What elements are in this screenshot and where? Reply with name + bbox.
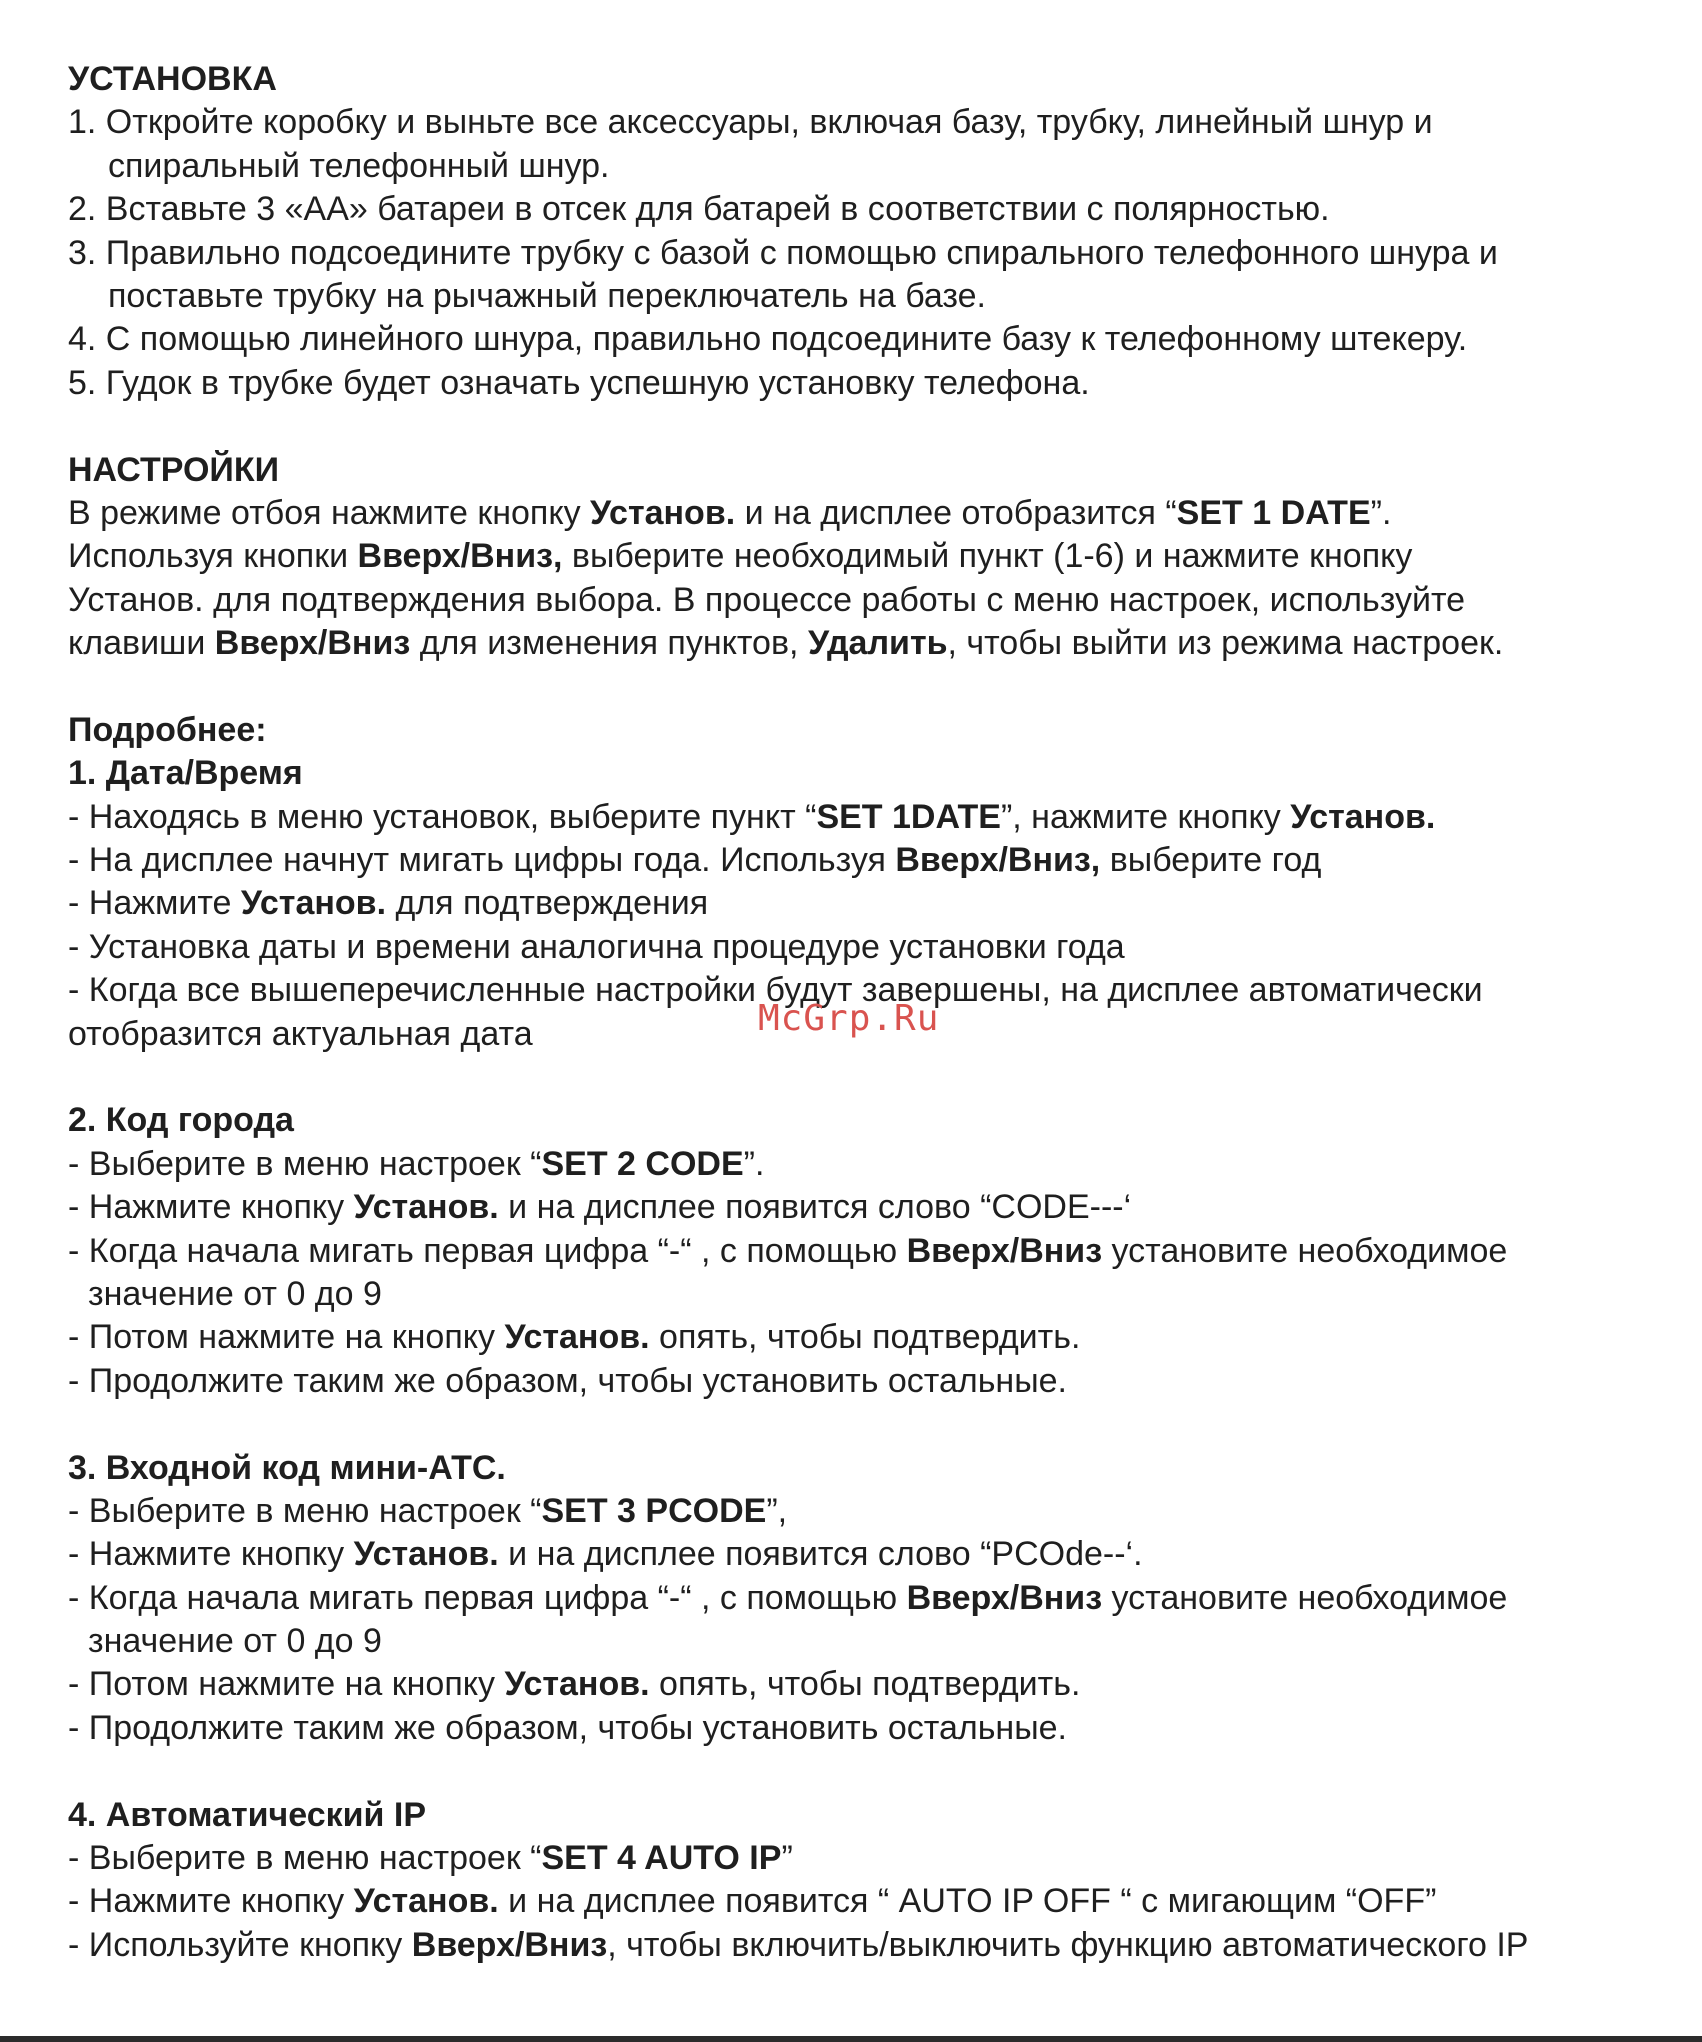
section-3-item-a: - Выберите в меню настроек “SET 3 PCODE”, (68, 1491, 788, 1530)
section-1-item-f: отобразится актуальная дата (68, 1014, 533, 1053)
installation-step-1: 1. Откройте коробку и выньте все аксессуары, включая базу, трубку, линейный шнур и (68, 103, 1433, 142)
section-1-item-e: - Когда все вышеперечисленные настройки будут завершены, на дисплее автоматически (68, 971, 1483, 1010)
section-3-item-c-cont: значение от 0 до 9 (88, 1622, 382, 1661)
section-3-item-e: - Потом нажмите на кнопку Установ. опять, чтобы подтвердить. (68, 1665, 1081, 1704)
settings-para-line-1: В режиме отбоя нажмите кнопку Установ. и на дисплее отобразится “SET 1 DATE”. (68, 493, 1392, 532)
installation-step-5: 5. Гудок в трубке будет означать успешную установку телефона. (68, 363, 1090, 402)
section-4-item-b: - Нажмите кнопку Установ. и на дисплее появится “ AUTO IP OFF “ с мигающим “OFF” (68, 1882, 1437, 1921)
settings-para-line-4: клавиши Вверх/Вниз для изменения пунктов, Удалить, чтобы выйти из режима настроек. (68, 624, 1504, 663)
section-1-item-c: - Нажмите Установ. для подтверждения (68, 884, 709, 923)
installation-step-3: 3. Правильно подсоедините трубку с базой с помощью спирального телефонного шнура и (68, 233, 1498, 272)
section-2-item-c: - Когда начала мигать первая цифра “-“ , с помощью Вверх/Вниз установите необходимое (68, 1231, 1508, 1270)
section-2-title: 2. Код города (68, 1101, 294, 1140)
settings-para-line-3: Установ. для подтверждения выбора. В процессе работы с меню настроек, используйте (68, 580, 1466, 619)
bottom-divider (0, 2036, 1702, 2042)
installation-step-3-cont: поставьте трубку на рычажный переключатель на базе. (108, 276, 986, 315)
settings-para-line-2: Используя кнопки Вверх/Вниз, выберите необходимый пункт (1-6) и нажмите кнопку (68, 537, 1413, 576)
section-2-item-b: - Нажмите кнопку Установ. и на дисплее появится слово “CODE---‘ (68, 1188, 1132, 1227)
watermark: McGrp.Ru (758, 998, 940, 1039)
section-2-item-f: - Продолжите таким же образом, чтобы установить остальные. (68, 1361, 1067, 1400)
installation-heading: УСТАНОВКА (68, 60, 277, 98)
section-3-title: 3. Входной код мини-АТС. (68, 1448, 506, 1487)
details-heading: Подробнее: (68, 710, 267, 749)
installation-step-1-cont: спиральный телефонный шнур. (108, 146, 610, 185)
installation-step-2: 2. Вставьте 3 «АА» батареи в отсек для батарей в соответствии с полярностью. (68, 190, 1330, 229)
section-2-item-a: - Выберите в меню настроек “SET 2 CODE”. (68, 1144, 765, 1183)
section-1-item-a: - Находясь в меню установок, выберите пункт “SET 1DATE”, нажмите кнопку Установ. (68, 797, 1436, 836)
section-3-item-f: - Продолжите таким же образом, чтобы установить остальные. (68, 1708, 1067, 1747)
section-4-item-a: - Выберите в меню настроек “SET 4 AUTO IP” (68, 1839, 793, 1878)
section-4-title: 4. Автоматический IP (68, 1795, 426, 1834)
section-1-item-b: - На дисплее начнут мигать цифры года. Используя Вверх/Вниз, выберите год (68, 841, 1322, 880)
section-1-title: 1. Дата/Время (68, 754, 303, 793)
section-3-item-b: - Нажмите кнопку Установ. и на дисплее появится слово “PCOde--‘. (68, 1535, 1143, 1574)
section-2-item-c-cont: значение от 0 до 9 (88, 1274, 382, 1313)
section-4-item-c: - Используйте кнопку Вверх/Вниз, чтобы включить/выключить функцию автоматического IP (68, 1925, 1529, 1964)
section-2-item-e: - Потом нажмите на кнопку Установ. опять, чтобы подтвердить. (68, 1318, 1081, 1357)
section-3-item-c: - Когда начала мигать первая цифра “-“ , с помощью Вверх/Вниз установите необходимое (68, 1578, 1508, 1617)
section-1-item-d: - Установка даты и времени аналогична процедуре установки года (68, 927, 1125, 966)
installation-step-4: 4. С помощью линейного шнура, правильно подсоедините базу к телефонному штекеру. (68, 320, 1468, 359)
settings-heading: НАСТРОЙКИ (68, 450, 280, 489)
